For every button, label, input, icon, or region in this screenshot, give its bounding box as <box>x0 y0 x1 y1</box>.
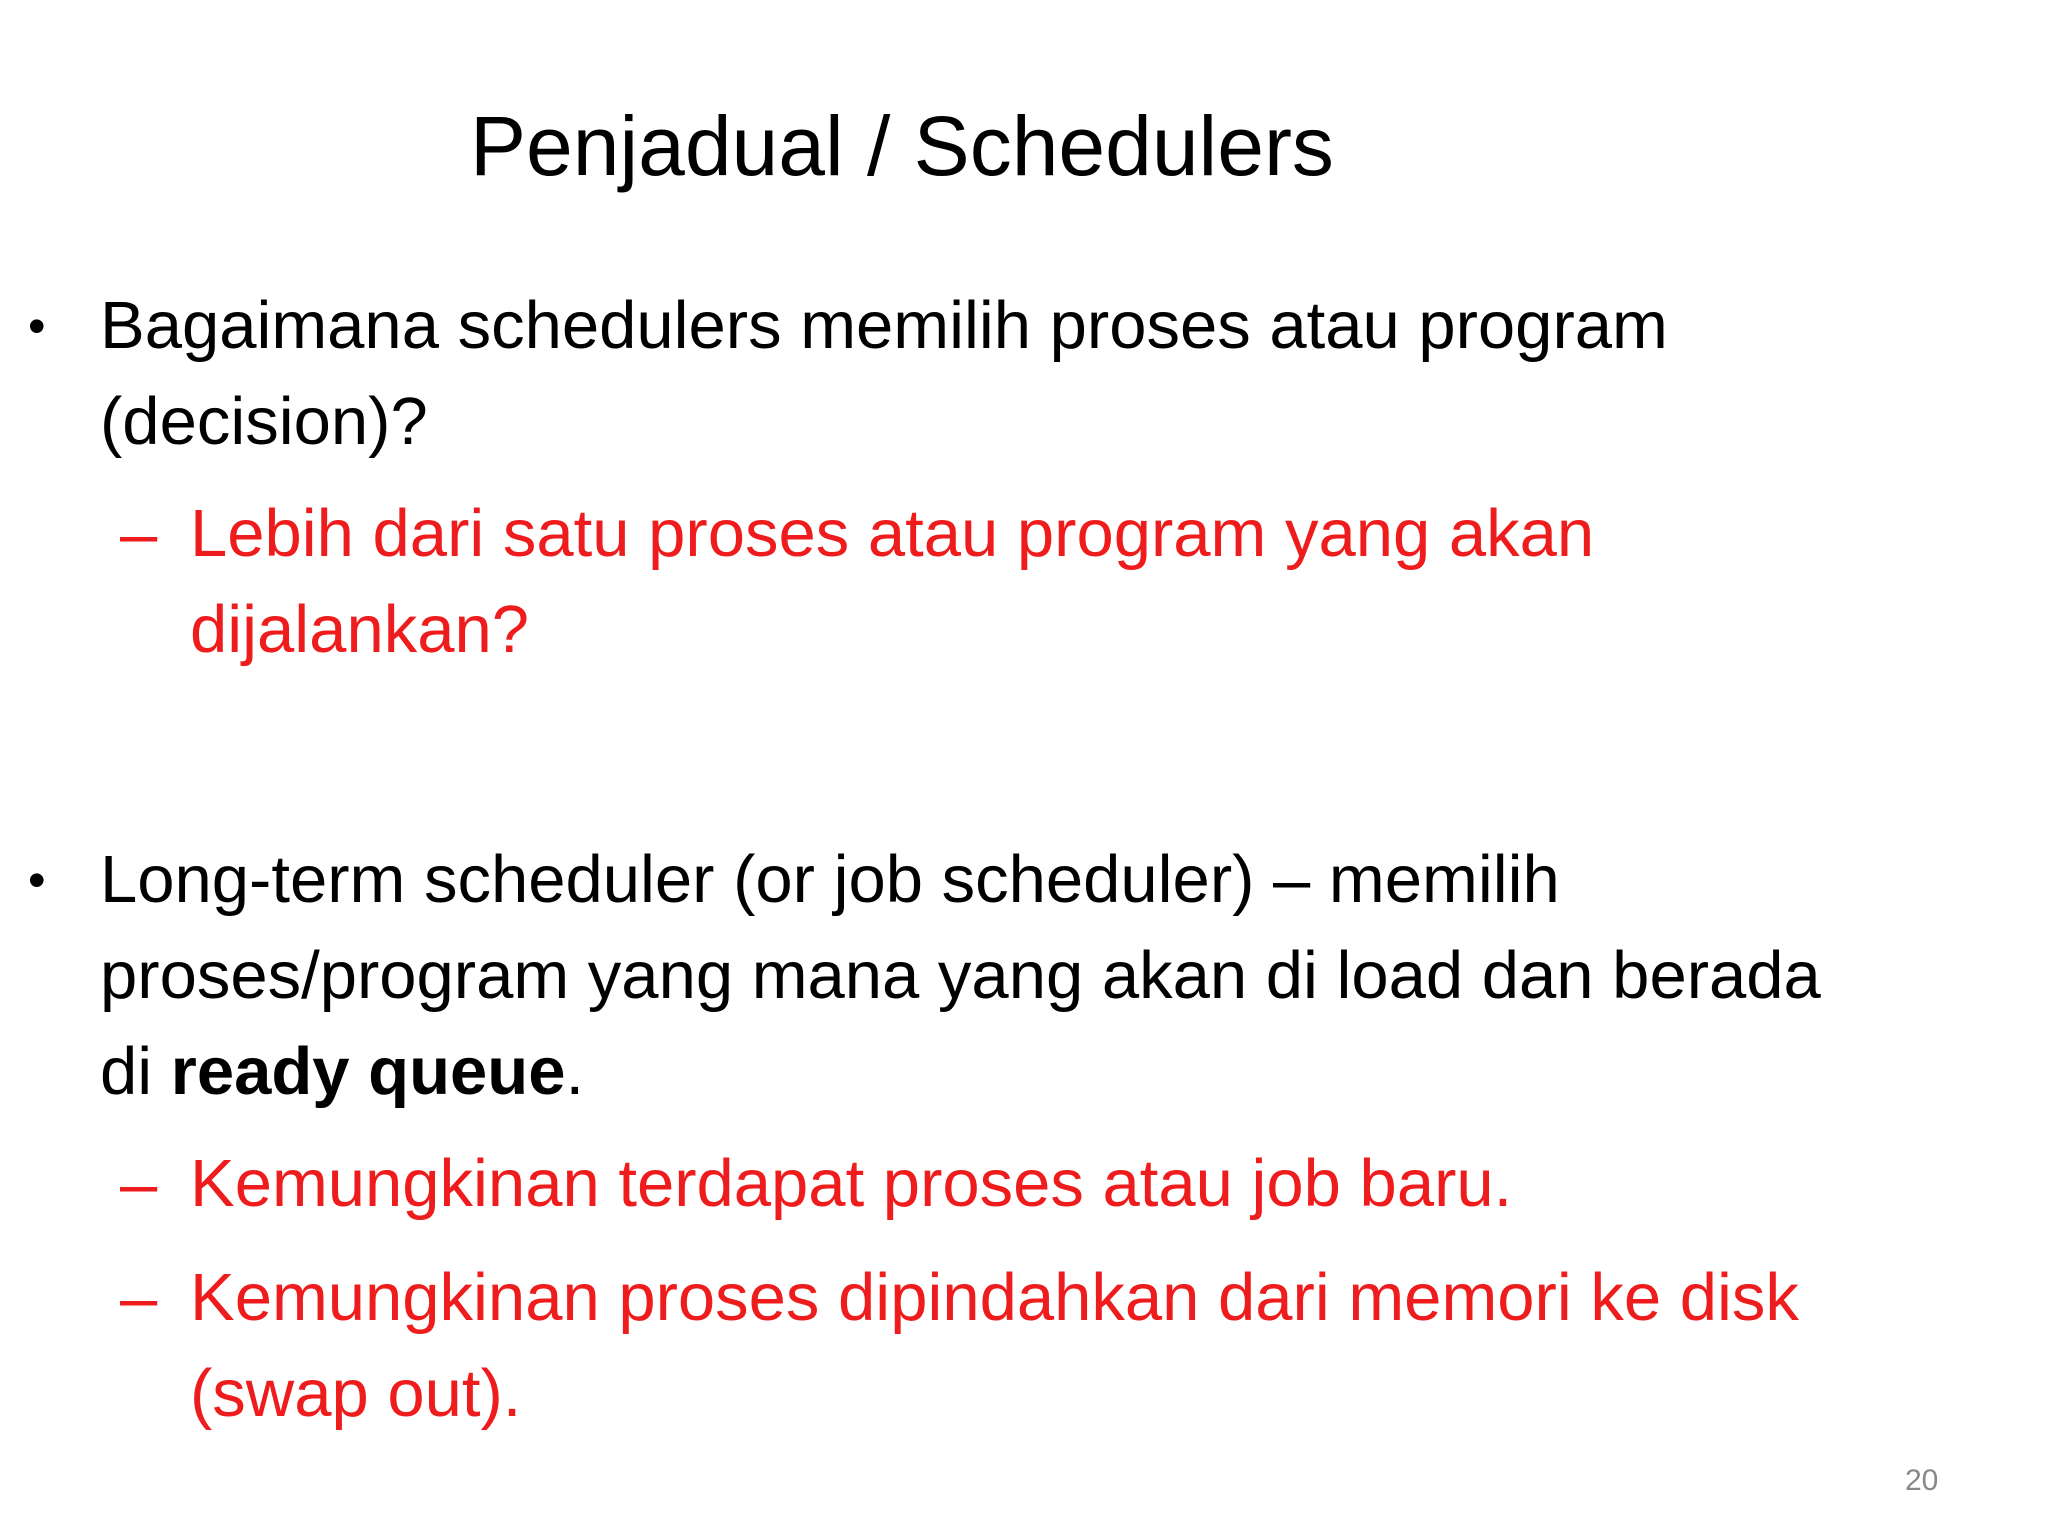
subitem-dash-icon: – <box>120 496 158 571</box>
subitem-text-new-process: Kemungkinan terdapat proses atau job baru. <box>190 1146 1513 1221</box>
subitem-dash-icon: – <box>120 1260 158 1335</box>
subitem-new-process <box>120 1136 1920 1232</box>
bullet-text-after-bold: . <box>565 1034 585 1109</box>
bullet-dot-icon: • <box>28 298 46 354</box>
subitem-dash-icon: – <box>120 1146 158 1221</box>
bullet-long-term-scheduler <box>28 832 1928 1120</box>
bullet-decision <box>28 278 1928 470</box>
subitem-multiple-processes <box>120 486 1920 678</box>
bullet-text-decision: Bagaimana schedulers memilih proses atau program (decision)? <box>100 288 1668 459</box>
ready-queue-term: ready queue <box>170 1034 566 1109</box>
page-number: 20 <box>1905 1464 1939 1497</box>
slide-title: Penjadual / Schedulers <box>470 99 1334 193</box>
subitem-text-swap-out: Kemungkinan proses dipindahkan dari memori ke disk (swap out). <box>190 1260 1799 1431</box>
bullet-dot-icon: • <box>28 852 46 908</box>
bullet-text-long-term-scheduler <box>100 832 1840 1120</box>
subitem-swap-out <box>120 1250 1920 1442</box>
subitem-text-multiple-processes: Lebih dari satu proses atau program yang akan dijalankan? <box>190 496 1595 667</box>
bullet-text-before-bold: Long-term scheduler (or job scheduler) – memilih proses/program yang mana yang akan di load dan berada di <box>100 842 1821 1109</box>
